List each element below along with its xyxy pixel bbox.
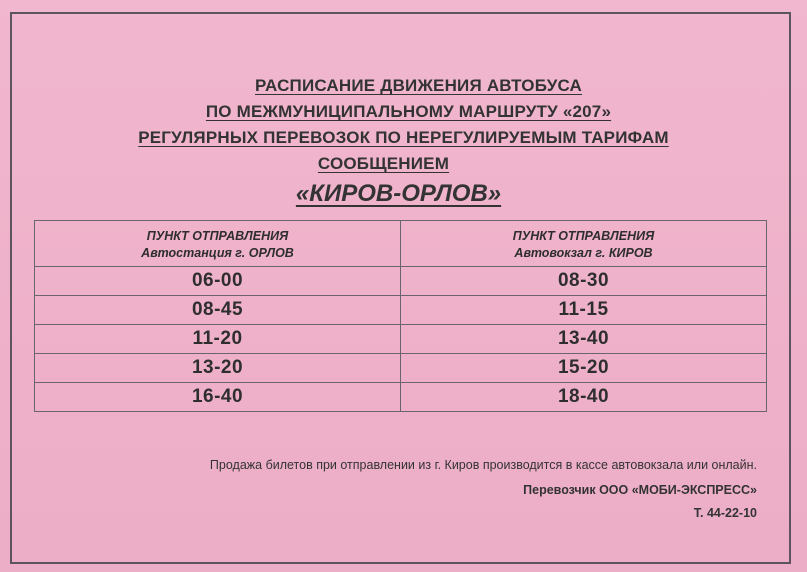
- title-line-2: ПО МЕЖМУНИЦИПАЛЬНОМУ МАРШРУТУ «207»: [205, 102, 612, 121]
- left-departure-time: 16-40: [35, 383, 401, 412]
- left-station: Автостанция г. ОРЛОВ: [35, 244, 401, 267]
- right-departure-time: 13-40: [401, 325, 767, 354]
- table-row: [35, 267, 767, 296]
- right-station: Автовокзал г. КИРОВ: [401, 244, 767, 267]
- right-departure-time: 18-40: [401, 383, 767, 412]
- carrier-name: Перевозчик ООО «МОБИ-ЭКСПРЕСС»: [523, 483, 757, 497]
- table-header-row: [35, 221, 767, 245]
- left-departure-time: 11-20: [35, 325, 401, 354]
- table-row: [35, 354, 767, 383]
- right-departure-time: 08-30: [401, 267, 767, 296]
- document-header: [0, 73, 807, 211]
- table-station-row: [35, 244, 767, 267]
- route-name: «КИРОВ-ОРЛОВ»: [295, 180, 502, 207]
- title-line-1: РАСПИСАНИЕ ДВИЖЕНИЯ АВТОБУСА: [254, 76, 583, 95]
- right-departure-time: 15-20: [401, 354, 767, 383]
- title-line-4: СООБЩЕНИЕМ: [317, 154, 450, 173]
- left-column-header: ПУНКТ ОТПРАВЛЕНИЯ: [35, 221, 401, 245]
- left-departure-time: 08-45: [35, 296, 401, 325]
- table-row: [35, 296, 767, 325]
- ticket-sales-note: Продажа билетов при отправлении из г. Киров производится в кассе автовокзала или онлайн.: [209, 458, 757, 472]
- right-column-header: ПУНКТ ОТПРАВЛЕНИЯ: [401, 221, 767, 245]
- table-row: [35, 325, 767, 354]
- left-departure-time: 06-00: [35, 267, 401, 296]
- schedule-table: [34, 220, 767, 412]
- title-line-3: РЕГУЛЯРНЫХ ПЕРЕВОЗОК ПО НЕРЕГУЛИРУЕМЫМ ТАРИФАМ: [138, 128, 669, 147]
- right-departure-time: 11-15: [401, 296, 767, 325]
- left-departure-time: 13-20: [35, 354, 401, 383]
- carrier-phone: Т. 44-22-10: [693, 506, 757, 520]
- table-row: [35, 383, 767, 412]
